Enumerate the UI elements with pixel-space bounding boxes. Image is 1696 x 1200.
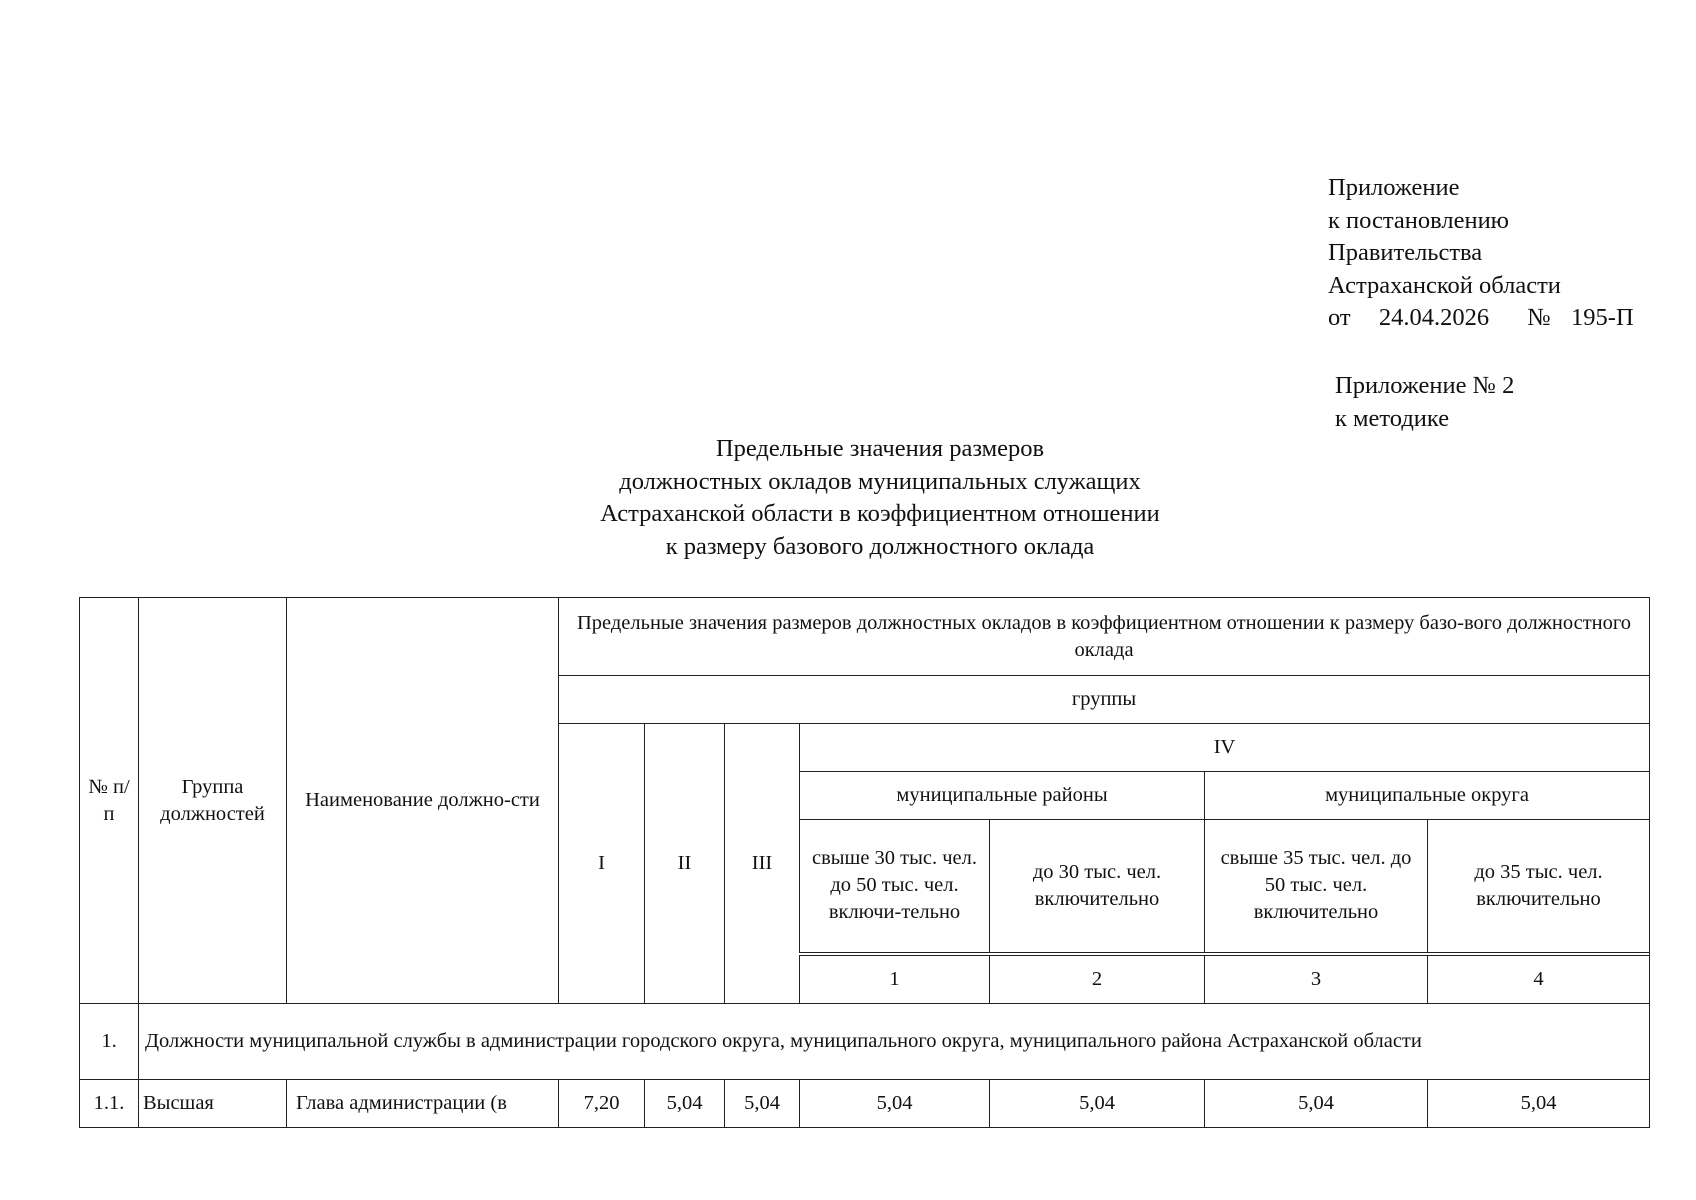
appendix-block	[1335, 370, 1635, 435]
table-row	[80, 1080, 1650, 1128]
header-group-4: IV	[800, 724, 1650, 772]
number-label: №	[1527, 304, 1551, 331]
header-group-1: I	[559, 724, 645, 1004]
appendix-line: к методике	[1335, 404, 1450, 432]
header-limits: Предельные значения размеров должностных окладов в коэффициентном отношении к размеру базо-вого должностного оклада	[559, 598, 1650, 676]
section-row	[80, 1004, 1650, 1080]
from-label: от	[1328, 304, 1351, 331]
header-col-10: до 35 тыс. чел. включительно	[1428, 820, 1650, 954]
row-value: 5,04	[990, 1080, 1205, 1128]
row-value: 7,20	[559, 1080, 645, 1128]
title-line: к размеру базового должностного оклада	[665, 532, 1095, 560]
approval-number: 195-П	[1571, 304, 1634, 331]
title-line: должностных окладов муниципальных служащих	[619, 467, 1141, 495]
column-number: 1	[800, 954, 990, 1004]
header-group-2: II	[645, 724, 725, 1004]
section-title: Должности муниципальной службы в администрации городского округа, муниципального округа, муниципального района Астраханской области	[139, 1004, 1650, 1080]
salary-table	[79, 597, 1650, 1128]
header-col-8: до 30 тыс. чел. включительно	[990, 820, 1205, 954]
appendix-line: Приложение № 2	[1335, 372, 1515, 399]
column-number: 3	[1205, 954, 1428, 1004]
header-num: № п/п	[80, 598, 139, 1004]
title-line: Предельные значения размеров	[715, 435, 1045, 462]
title-line: Астраханской области в коэффициентном отношении	[600, 500, 1160, 527]
approval-line: Астраханской области	[1328, 271, 1561, 299]
row-value: 5,04	[800, 1080, 990, 1128]
header-group: Группа должностей	[139, 598, 287, 1004]
approval-line: Приложение	[1328, 174, 1460, 201]
approval-date: 24.04.2026	[1378, 304, 1490, 331]
column-number: 2	[990, 954, 1205, 1004]
section-num: 1.	[80, 1004, 139, 1080]
document-title	[530, 433, 1230, 563]
row-position: Глава администрации (в	[287, 1080, 559, 1128]
approval-date-line	[1328, 302, 1668, 335]
approval-block	[1328, 172, 1668, 335]
approval-line: к постановлению	[1328, 206, 1509, 234]
header-col-9: свыше 35 тыс. чел. до 50 тыс. чел. включительно	[1205, 820, 1428, 954]
header-okrugs: муниципальные округа	[1205, 772, 1650, 820]
header-col-7: свыше 30 тыс. чел. до 50 тыс. чел. включи-тельно	[800, 820, 990, 954]
approval-line: Правительства	[1328, 239, 1483, 266]
header-name: Наименование должно-сти	[287, 598, 559, 1004]
row-num: 1.1.	[80, 1080, 139, 1128]
header-districts: муниципальные районы	[800, 772, 1205, 820]
row-value: 5,04	[1428, 1080, 1650, 1128]
row-group: Высшая	[139, 1080, 287, 1128]
header-group-3: III	[725, 724, 800, 1004]
row-value: 5,04	[725, 1080, 800, 1128]
header-groups: группы	[559, 676, 1650, 724]
row-value: 5,04	[1205, 1080, 1428, 1128]
column-number: 4	[1428, 954, 1650, 1004]
row-value: 5,04	[645, 1080, 725, 1128]
